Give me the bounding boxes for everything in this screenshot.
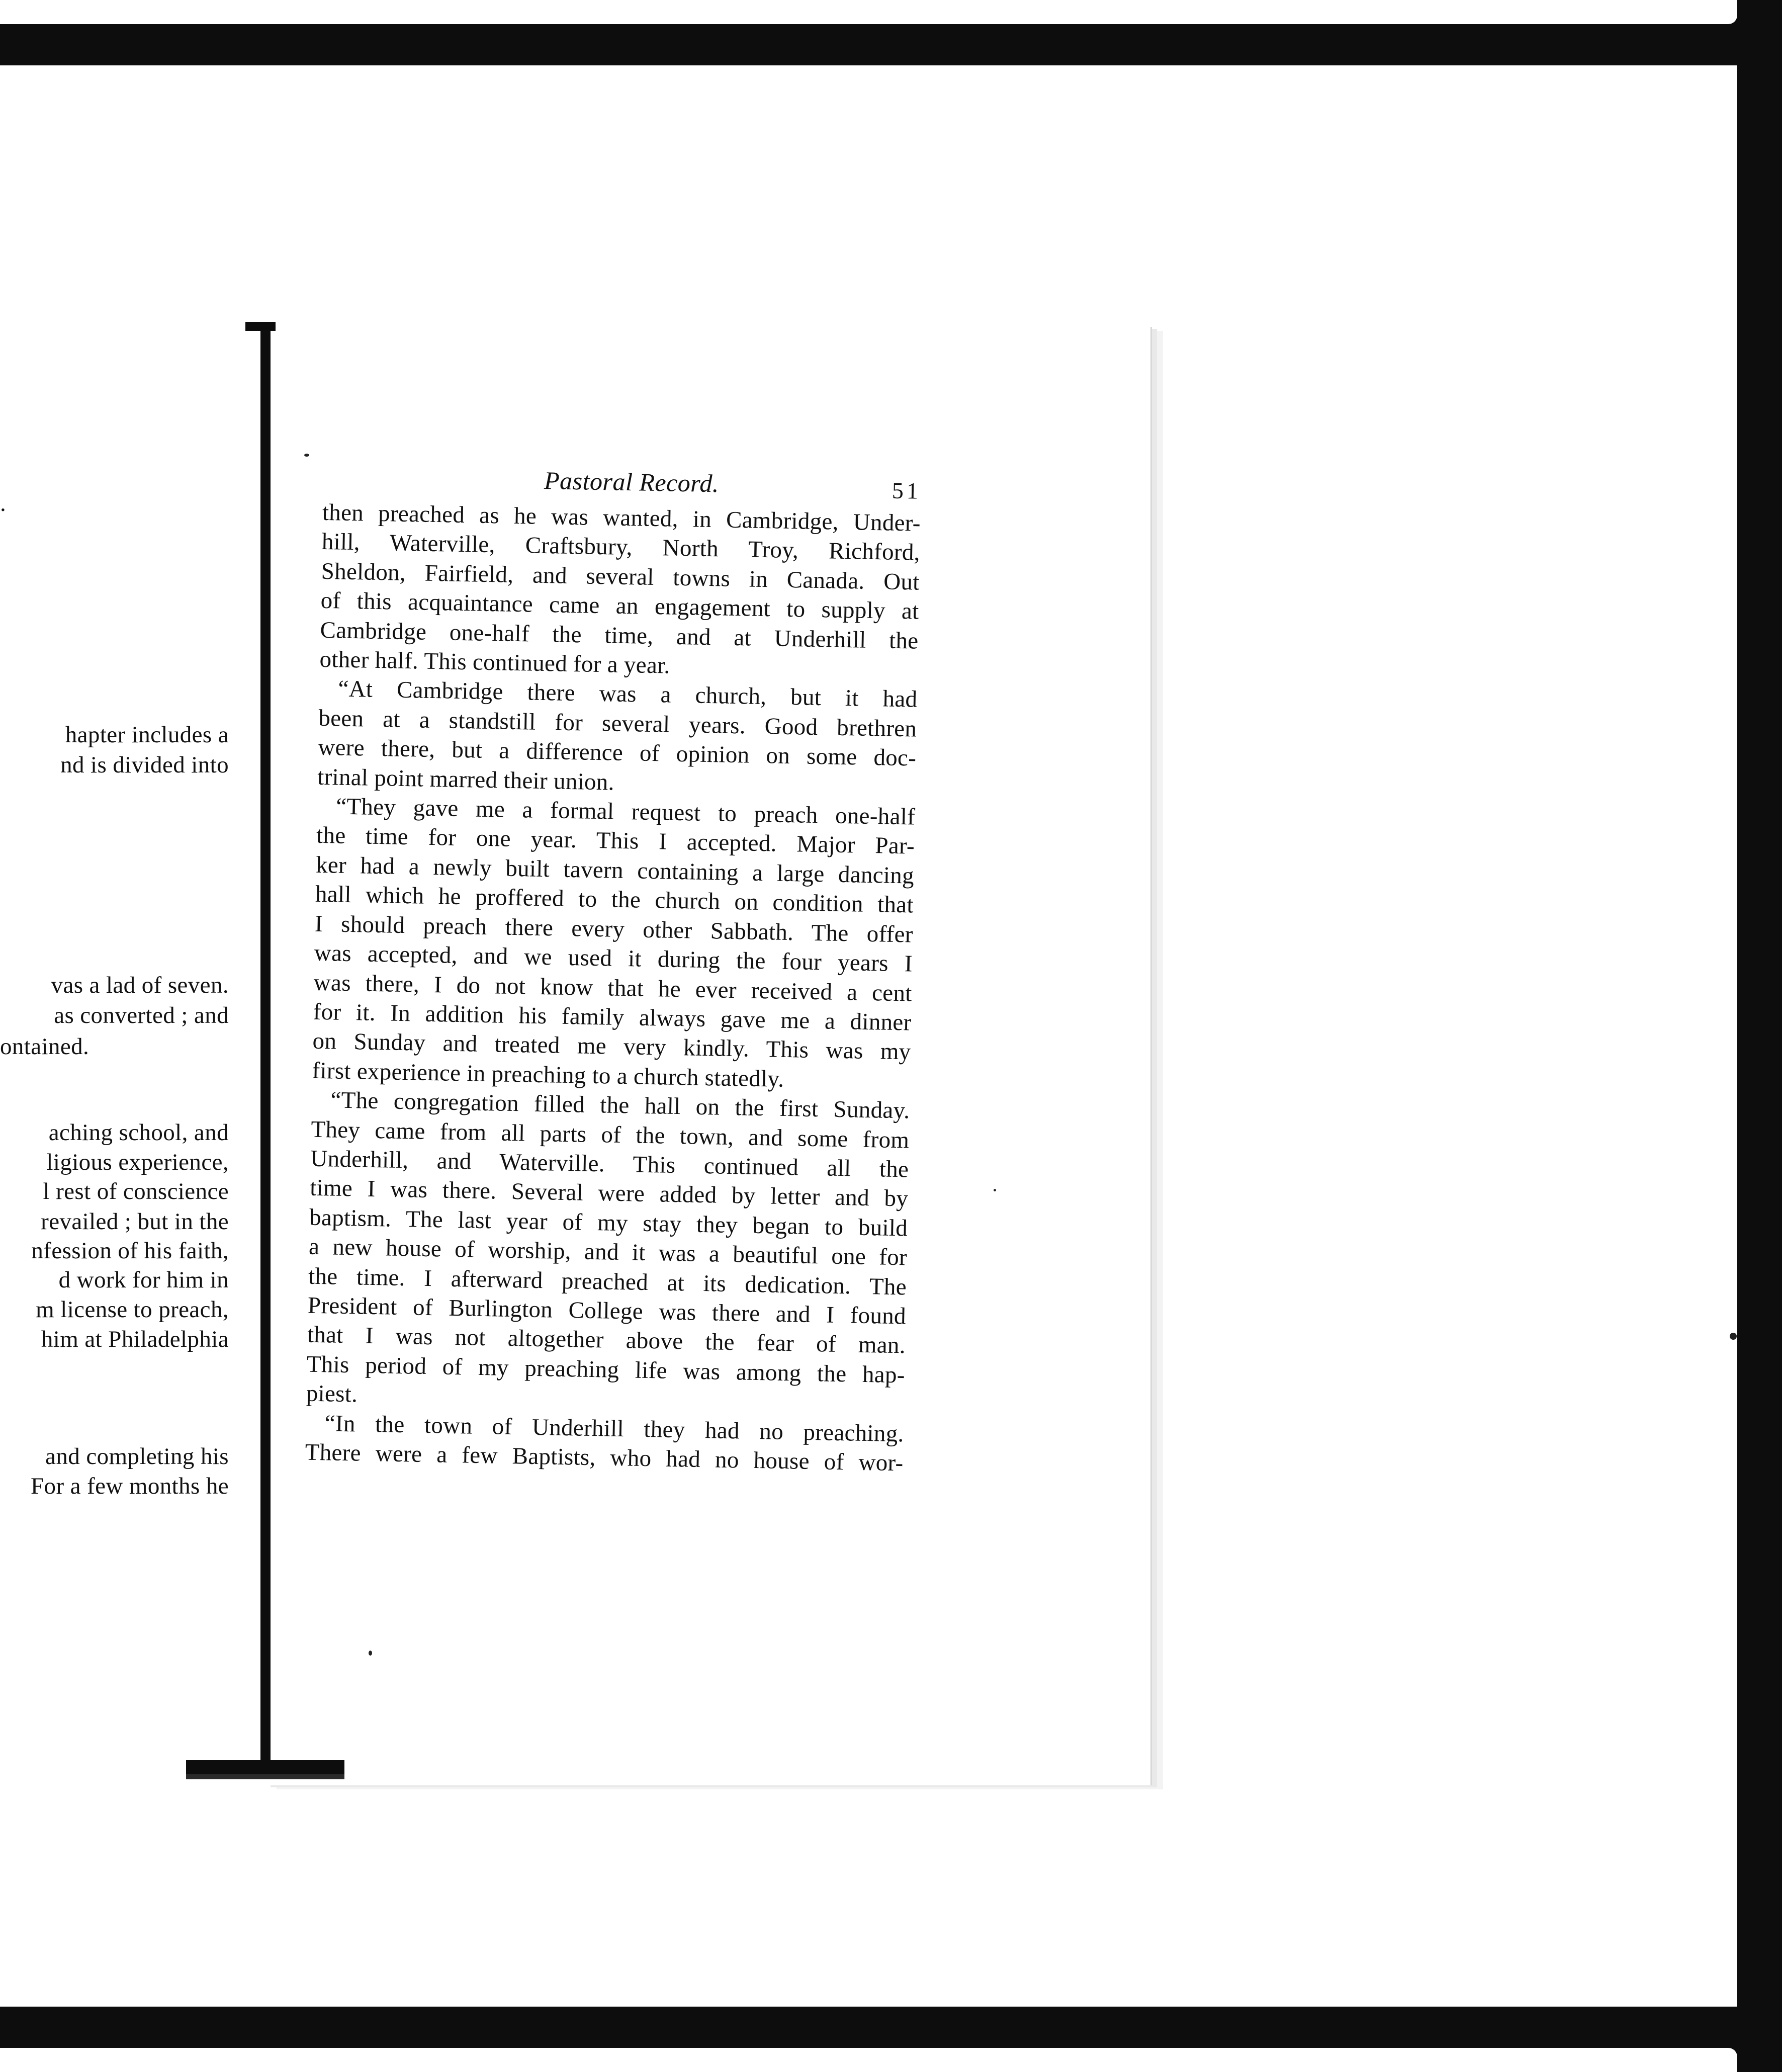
frame-strip-bottom <box>0 2048 1737 2072</box>
text-line: President of Burlington College was there and I found <box>307 1292 907 1330</box>
text-line: a new house of worship, and it was a beautiful one for <box>308 1233 908 1271</box>
dust-speck <box>994 1189 996 1191</box>
text-line: that I was not altogether above the fear of man. <box>307 1321 906 1359</box>
binding-foot-shadow <box>186 1774 344 1779</box>
binding-foot-bar <box>186 1760 344 1774</box>
text-line: Sheldon, Fairfield, and several towns in Canada. Out <box>321 558 920 595</box>
left-line: nd is divided into <box>60 752 229 778</box>
text-line: I should preach there every other Sabbath. The offer <box>314 910 914 948</box>
text-line: for it. In addition his family always gave me a dinner <box>313 998 912 1036</box>
text-line: hall which he proffered to the church on condition that <box>315 881 914 918</box>
left-line: nfession of his faith, <box>31 1238 229 1264</box>
dust-speck <box>304 454 309 457</box>
dust-speck <box>369 1651 372 1656</box>
text-line: was there, I do not know that he ever received a cent <box>313 969 913 1007</box>
text-line: “They gave me a formal request to preach one-half <box>335 793 916 830</box>
running-head: Pastoral Record. <box>544 466 720 498</box>
text-line: They came from all parts of the town, and some from <box>311 1116 910 1154</box>
right-page <box>265 327 1152 1785</box>
gutter-line <box>260 322 271 1775</box>
text-line: were there, but a difference of opinion on some doc- <box>317 734 917 771</box>
left-line: For a few months he <box>31 1473 229 1499</box>
left-line: vas a lad of seven. <box>51 972 229 998</box>
text-line: been at a standstill for several years. Good brethren <box>318 705 917 742</box>
text-line: then preached as he was wanted, in Cambridge, Under- <box>322 499 921 537</box>
text-line: was accepted, and we used it during the four years I <box>314 939 913 977</box>
left-line: revailed ; but in the <box>41 1208 229 1235</box>
text-line: “In the town of Underhill they had no preaching. <box>324 1410 905 1447</box>
left-line: as converted ; and <box>54 1002 229 1028</box>
text-line: the time. I afterward preached at its dedication. The <box>308 1263 907 1300</box>
left-line: and completing his <box>45 1443 229 1470</box>
text-line: of this acquaintance came an engagement to supply at <box>320 587 920 625</box>
text-line: trinal point marred their union. <box>317 763 615 796</box>
text-line: time I was there. Several were added by letter and by <box>309 1175 909 1212</box>
text-line: Underhill, and Waterville. This continued all the <box>310 1145 909 1183</box>
text-line: ker had a newly built tavern containing a large dancing <box>315 851 915 889</box>
left-line: aching school, and <box>48 1119 229 1146</box>
text-line: the time for one year. This I accepted. Major Par- <box>316 822 915 860</box>
left-line: d work for him in <box>58 1267 229 1293</box>
text-line: Cambridge one-half the time, and at Underhill the <box>320 617 919 654</box>
film-border-right <box>1737 65 1782 2007</box>
left-page-mark: . <box>0 490 6 516</box>
body-text <box>305 498 921 1478</box>
left-line: ontained. <box>0 1033 90 1060</box>
text-line: hill, Waterville, Craftsbury, North Troy, Richford, <box>321 529 921 566</box>
left-page <box>0 322 254 1725</box>
gutter-cap <box>245 322 276 331</box>
text-line: This period of my preaching life was among the hap- <box>306 1351 906 1389</box>
page-number: 51 <box>892 477 922 504</box>
text-line: first experience in preaching to a church statedly. <box>312 1057 784 1092</box>
right-page-content <box>239 311 1150 1785</box>
text-line: There were a few Baptists, who had no house of wor- <box>305 1439 904 1477</box>
left-line: l rest of conscience <box>43 1178 229 1204</box>
left-line: ligious experience, <box>46 1149 229 1175</box>
text-line: other half. This continued for a year. <box>319 646 671 679</box>
left-line: m license to preach, <box>36 1297 229 1323</box>
text-line: “At Cambridge there was a church, but it had <box>338 675 918 713</box>
text-line: piest. <box>306 1380 358 1408</box>
dust-speck <box>1730 1333 1737 1340</box>
left-line: hapter includes a <box>65 722 229 748</box>
text-line: baptism. The last year of my stay they began to build <box>309 1204 908 1242</box>
frame-strip-top <box>0 0 1737 24</box>
left-line: him at Philadelphia <box>41 1326 229 1352</box>
text-line: on Sunday and treated me very kindly. This was my <box>312 1028 911 1065</box>
text-line: “The congregation filled the hall on the first Sunday. <box>330 1087 910 1124</box>
